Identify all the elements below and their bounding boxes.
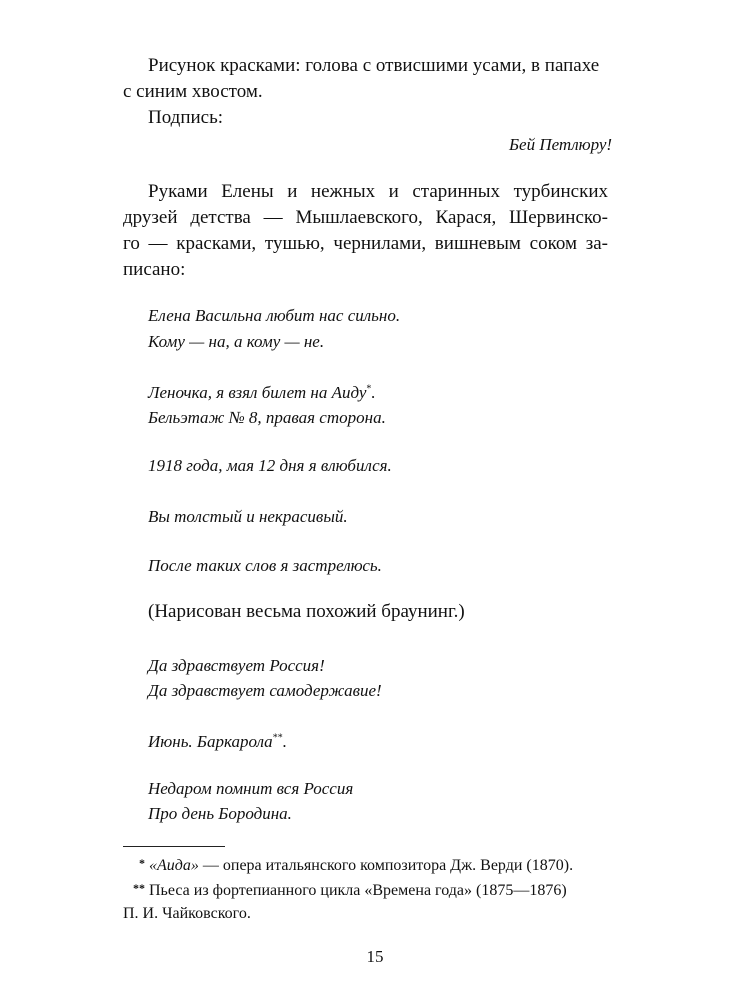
inscription-7-text: Июнь. Баркарола <box>148 732 273 751</box>
page-number: 15 <box>366 947 384 966</box>
paragraph-2-line-4: писано: <box>123 259 186 280</box>
footnote-1-title: «Аида» <box>149 857 199 874</box>
footnote-2-mark: ** <box>133 881 145 895</box>
caption-text: Бей Петлюру! <box>509 135 613 154</box>
footnote-1-reference: * <box>366 383 372 395</box>
inscription-2-text: Леночка, я взял билет на Аиду <box>148 383 367 402</box>
paragraph-2-line-1: Руками Елены и нежных и старинных турбинских <box>148 181 608 202</box>
caption-label: Подпись: <box>148 107 224 128</box>
inscription-1-line-1: Елена Васильна любит нас сильно. <box>148 306 401 325</box>
inscription-7-period: . <box>282 732 287 751</box>
drawn-note: (Нарисован весьма похожий браунинг.) <box>148 601 465 622</box>
inscription-2-line-1 <box>148 381 376 405</box>
paragraph-2-line-2: друзей детства — Мышлаевского, Карася, Шервинско- <box>123 207 608 228</box>
footnote-divider <box>123 846 225 847</box>
paragraph-2-line-3: го — красками, тушью, чернилами, вишневым соком за- <box>123 233 608 254</box>
footnote-2-reference: ** <box>272 732 283 744</box>
inscription-3: 1918 года, мая 12 дня я влюбился. <box>148 456 392 475</box>
inscription-6-line-1: Да здравствует Россия! <box>148 656 325 675</box>
footnote-2-line-2: П. И. Чайковского. <box>123 905 251 922</box>
inscription-2-line-2: Бельэтаж № 8, правая сторона. <box>148 408 386 427</box>
footnote-2-line-1: Пьеса из фортепианного цикла «Времена года» (1875—1876) <box>149 882 567 899</box>
inscription-8-line-2: Про день Бородина. <box>148 804 292 823</box>
footnote-1 <box>149 855 573 877</box>
inscription-8-line-1: Недаром помнит вся Россия <box>148 779 354 798</box>
paragraph-1-line-1: Рисунок красками: голова с отвисшими усами, в папахе <box>148 55 600 76</box>
inscription-5: После таких слов я застрелюсь. <box>148 556 382 575</box>
footnote-1-text: — опера итальянского композитора Дж. Верди (1870). <box>198 857 574 874</box>
footnote-1-mark: * <box>139 856 145 870</box>
inscription-1-line-2: Кому — на, а кому — не. <box>148 332 325 351</box>
inscription-6-line-2: Да здравствует самодержавие! <box>148 681 382 700</box>
inscription-2-period: . <box>371 383 376 402</box>
paragraph-1-line-2: с синим хвостом. <box>123 81 263 102</box>
inscription-4: Вы толстый и некрасивый. <box>148 507 348 526</box>
inscription-7 <box>148 730 287 754</box>
